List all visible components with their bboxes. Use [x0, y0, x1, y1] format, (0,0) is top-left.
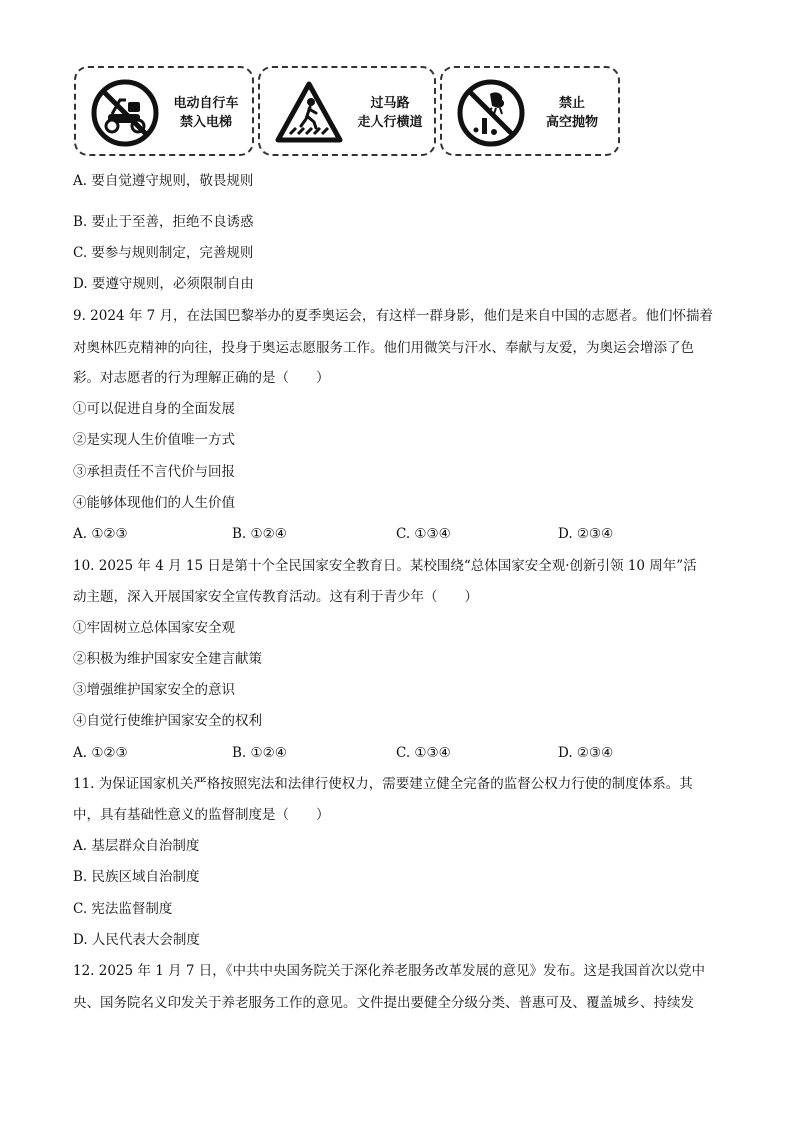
q9-stem-line: 对奥林匹克精神的向往，投身于奥运志愿服务工作。他们用微笑与汗水、奉献与友爱，为奥运会增添了色 — [73, 340, 694, 356]
sign-caption: 电动自行车 禁入电梯 — [173, 96, 239, 130]
sign-no-throwing — [440, 66, 620, 156]
q11-option-c: C. 宪法监督制度 — [73, 901, 173, 917]
safety-signs — [74, 66, 620, 160]
q9-choice-b: B. ①②④ — [232, 526, 287, 542]
no-throwing-icon — [456, 78, 526, 148]
q9-stem-line: 彩。对志愿者的行为理解正确的是（ ） — [73, 370, 330, 386]
q11-option-d: D. 人民代表大会制度 — [73, 932, 200, 948]
q10-choice-c: C. ①③④ — [396, 745, 451, 761]
q10-choice-b: B. ①②④ — [232, 745, 287, 761]
pedestrian-crossing-icon — [274, 78, 344, 148]
q10-item: ①牢固树立总体国家安全观 — [73, 620, 235, 636]
q8-option-b: B. 要止于至善，拒绝不良诱惑 — [73, 214, 254, 230]
q8-option-c: C. 要参与规则制定，完善规则 — [73, 245, 254, 261]
q9-choice-a: A. ①②③ — [73, 526, 128, 542]
q9-choice-d: D. ②③④ — [558, 526, 614, 542]
q10-choice-a: A. ①②③ — [73, 745, 128, 761]
q9-choice-c: C. ①③④ — [396, 526, 451, 542]
q12-stem-line: 12. 2025 年 1 月 7 日，《中共中央国务院关于深化养老服务改革发展的意见》发布。这是我国首次以党中 — [73, 963, 706, 979]
sign-caption: 禁止 高空抛物 — [545, 96, 598, 130]
q10-item: ②积极为维护国家安全建言献策 — [73, 651, 262, 667]
q10-choice-d: D. ②③④ — [558, 745, 614, 761]
q9-item: ③承担责任不言代价与回报 — [73, 464, 235, 480]
q9-item: ④能够体现他们的人生价值 — [73, 495, 235, 511]
q9-item: ①可以促进自身的全面发展 — [73, 401, 235, 417]
q10-stem-line: 动主题，深入开展国家安全宣传教育活动。这有利于青少年（ ） — [73, 589, 478, 605]
q11-option-a: A. 基层群众自治制度 — [73, 838, 200, 854]
no-ebike-icon — [90, 78, 160, 148]
q11-option-b: B. 民族区域自治制度 — [73, 869, 200, 885]
q8-option-d: D. 要遵守规则，必须限制自由 — [73, 276, 254, 292]
sign-pedestrian-crossing — [258, 66, 436, 156]
q9-item: ②是实现人生价值唯一方式 — [73, 432, 235, 448]
q12-stem-line: 央、国务院名义印发关于养老服务工作的意见。文件提出要健全分级分类、普惠可及、覆盖城乡、持续发 — [73, 995, 694, 1011]
q8-option-a: A. 要自觉遵守规则，敬畏规则 — [73, 173, 254, 189]
q10-item: ④自觉行使维护国家安全的权利 — [73, 713, 262, 729]
q11-stem-line: 中，具有基础性意义的监督制度是（ ） — [73, 807, 330, 823]
q10-stem-line: 10. 2025 年 4 月 15 日是第十个全民国家安全教育日。某校围绕“总体国家安全观·创新引领 10 周年”活 — [73, 558, 697, 574]
sign-no-ebike — [74, 66, 254, 156]
q11-stem-line: 11. 为保证国家机关严格按照宪法和法律行使权力，需要建立健全完备的监督公权力行使的制度体系。其 — [73, 776, 693, 792]
q9-stem-line: 9. 2024 年 7 月，在法国巴黎举办的夏季奥运会，有这样一群身影，他们是来自中国的志愿者。他们怀揣着 — [73, 308, 713, 324]
q10-item: ③增强维护国家安全的意识 — [73, 682, 235, 698]
sign-caption: 过马路 走人行横道 — [357, 96, 423, 130]
